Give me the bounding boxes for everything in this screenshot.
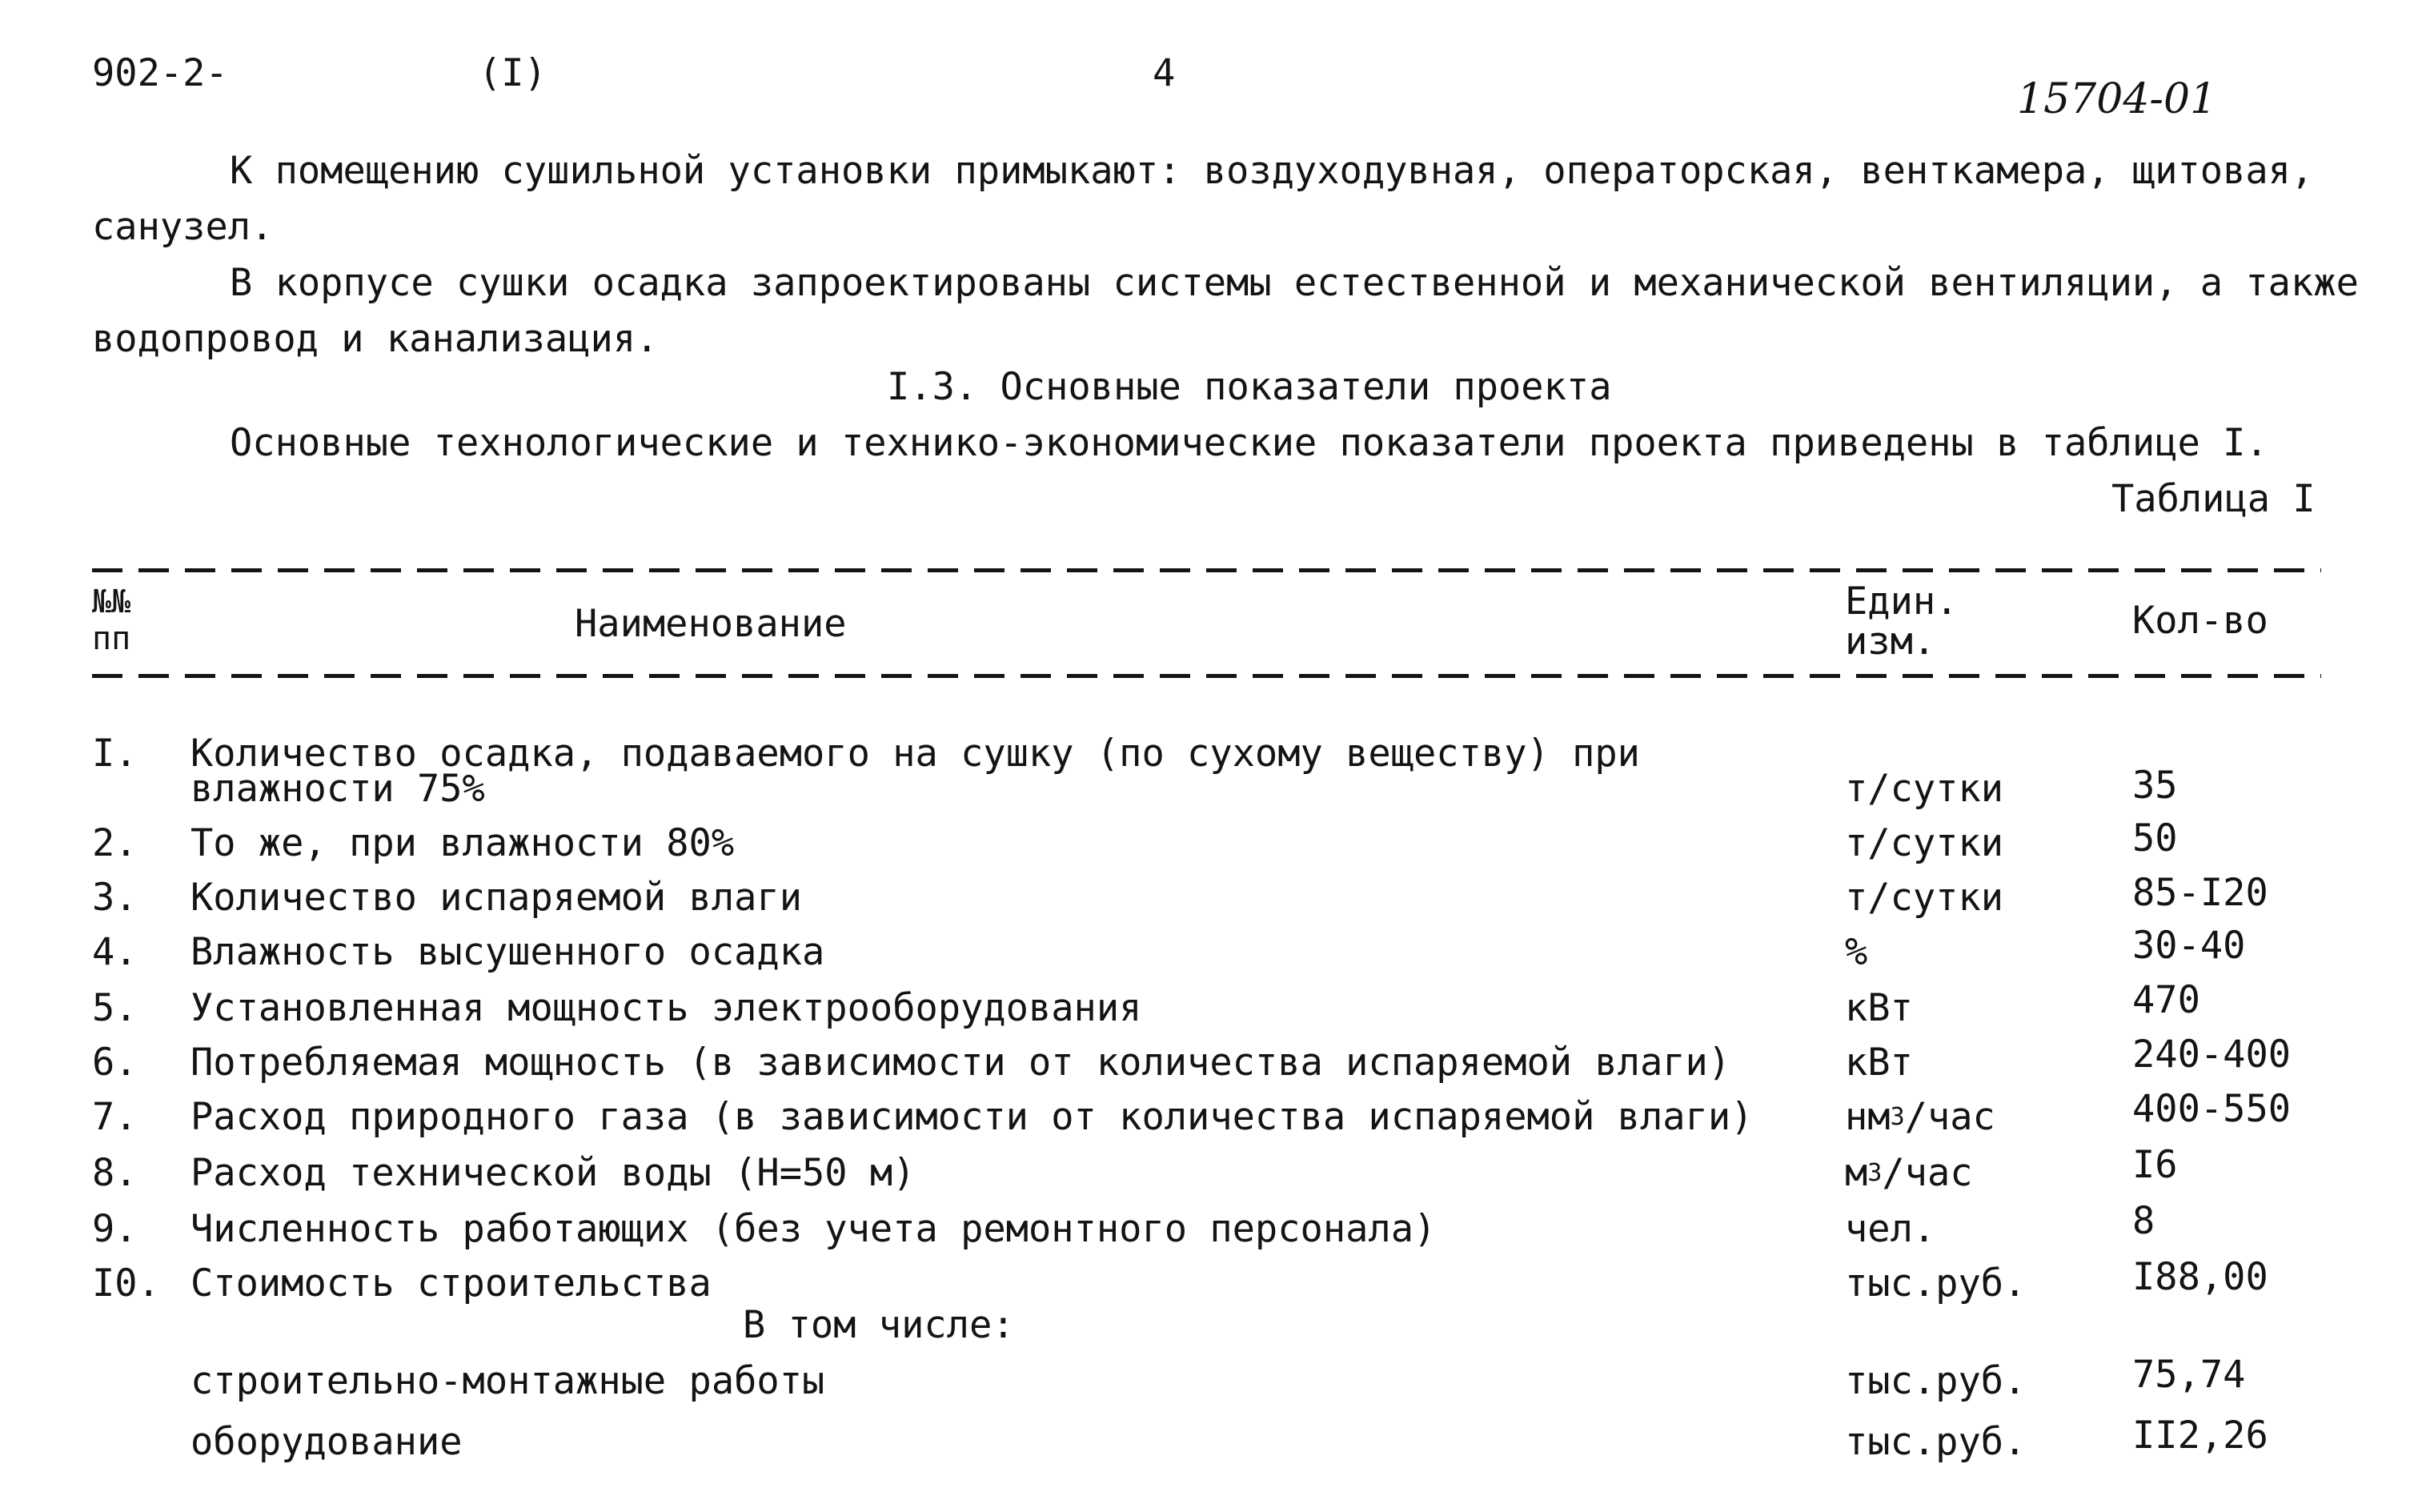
row-10-quantity: I88,00 [2132, 1255, 2268, 1299]
row-9-unit: чел. [1845, 1207, 1936, 1251]
row-8-unit-base: м [1845, 1151, 1868, 1195]
row-6-name: Потребляемая мощность (в зависимости от количества испаряемой влаги) [190, 1041, 1731, 1085]
row-1-name: Количество осадка, подаваемого на сушку (по сухому веществу) при [190, 732, 1640, 776]
subrow-1-quantity: 75,74 [2132, 1353, 2246, 1397]
page-number: 4 [1153, 51, 1176, 95]
row-3-quantity: 85-I20 [2132, 871, 2268, 915]
table-top-rule [92, 568, 2321, 572]
row-9-quantity: 8 [2132, 1199, 2155, 1243]
row-1-unit: т/сутки [1845, 767, 2004, 811]
subheader-including: В том числе: [743, 1303, 1015, 1347]
section-intro: Основные технологические и технико-экономические показатели проекта приведены в таблице I. [230, 421, 2268, 465]
row-9-name: Численность работающих (без учета ремонтного персонала) [190, 1207, 1437, 1251]
header-unit-line-2: изм. [1845, 620, 1936, 664]
row-10-number: I0. [92, 1261, 160, 1305]
row-7-unit-base: нм [1845, 1095, 1891, 1139]
row-6-number: 6. [92, 1041, 138, 1085]
row-8-name: Расход технической воды (Н=50 м) [190, 1151, 916, 1195]
row-6-quantity: 240-400 [2132, 1033, 2292, 1077]
row-7-name: Расход природного газа (в зависимости от количества испаряемой влаги) [190, 1095, 1754, 1139]
row-3-name: Количество испаряемой влаги [190, 876, 803, 920]
row-1-quantity: 35 [2132, 764, 2178, 808]
header-quantity: Кол-во [2132, 599, 2268, 643]
row-8-quantity: I6 [2132, 1143, 2178, 1187]
paragraph-1-line-2: санузел. [92, 205, 274, 249]
row-2-quantity: 50 [2132, 816, 2178, 860]
row-6-unit: кВт [1845, 1041, 1913, 1085]
row-10-unit: тыс.руб. [1845, 1261, 2027, 1305]
table-header-rule [92, 674, 2321, 678]
row-5-unit: кВт [1845, 986, 1913, 1030]
row-4-quantity: 30-40 [2132, 924, 2246, 968]
row-7-unit-rest: /час [1904, 1095, 1995, 1139]
row-2-name: То же, при влажности 80% [190, 821, 735, 865]
row-2-number: 2. [92, 821, 138, 865]
paragraph-1-line-1: К помещению сушильной установки примыкают: воздуходувная, операторская, венткамера, щитовая, [230, 149, 2314, 193]
subrow-1-unit: тыс.руб. [1845, 1359, 2027, 1403]
subrow-2-unit: тыс.руб. [1845, 1420, 2027, 1464]
row-10-name: Стоимость строительства [190, 1261, 712, 1305]
row-7-unit-exponent: 3 [1890, 1103, 1905, 1131]
row-2-unit: т/сутки [1845, 821, 2004, 865]
row-7-number: 7. [92, 1095, 138, 1139]
row-5-name: Установленная мощность электрооборудования [190, 986, 1142, 1030]
row-4-unit: % [1845, 930, 1868, 974]
subrow-1-name: строительно-монтажные работы [190, 1359, 825, 1403]
subrow-2-name: оборудование [190, 1420, 463, 1464]
table-caption: Таблица I [2111, 477, 2316, 521]
row-8-unit-rest: /час [1882, 1151, 1973, 1195]
header-number-line-2: пп [92, 620, 131, 657]
section-title: I.3. Основные показатели проекта [887, 365, 1612, 409]
row-5-quantity: 470 [2132, 978, 2200, 1022]
subrow-2-quantity: II2,26 [2132, 1414, 2268, 1458]
header-number-line-1: №№ [92, 584, 131, 620]
row-4-number: 4. [92, 930, 138, 974]
paragraph-2-line-2: водопровод и канализация. [92, 317, 659, 361]
row-8-unit [1845, 1151, 1973, 1195]
document-code: 902-2- [92, 51, 228, 95]
row-7-unit [1845, 1095, 1995, 1139]
row-9-number: 9. [92, 1207, 138, 1251]
row-1-number: I. [92, 732, 138, 776]
row-4-name: Влажность высушенного осадка [190, 930, 825, 974]
paragraph-2-line-1: В корпусе сушки осадка запроектированы системы естественной и механической вентиляции, а также [230, 261, 2359, 305]
row-8-number: 8. [92, 1151, 138, 1195]
header-unit-line-1: Един. [1845, 580, 1959, 624]
volume-number: (I) [479, 51, 547, 95]
row-3-unit: т/сутки [1845, 876, 2004, 920]
row-8-unit-exponent: 3 [1867, 1159, 1883, 1187]
row-7-quantity: 400-550 [2132, 1087, 2292, 1131]
document-number: 15704-01 [2017, 75, 2217, 123]
row-5-number: 5. [92, 986, 138, 1030]
row-1-name-line-2: влажности 75% [190, 767, 485, 811]
header-name: Наименование [575, 602, 847, 646]
row-3-number: 3. [92, 876, 138, 920]
